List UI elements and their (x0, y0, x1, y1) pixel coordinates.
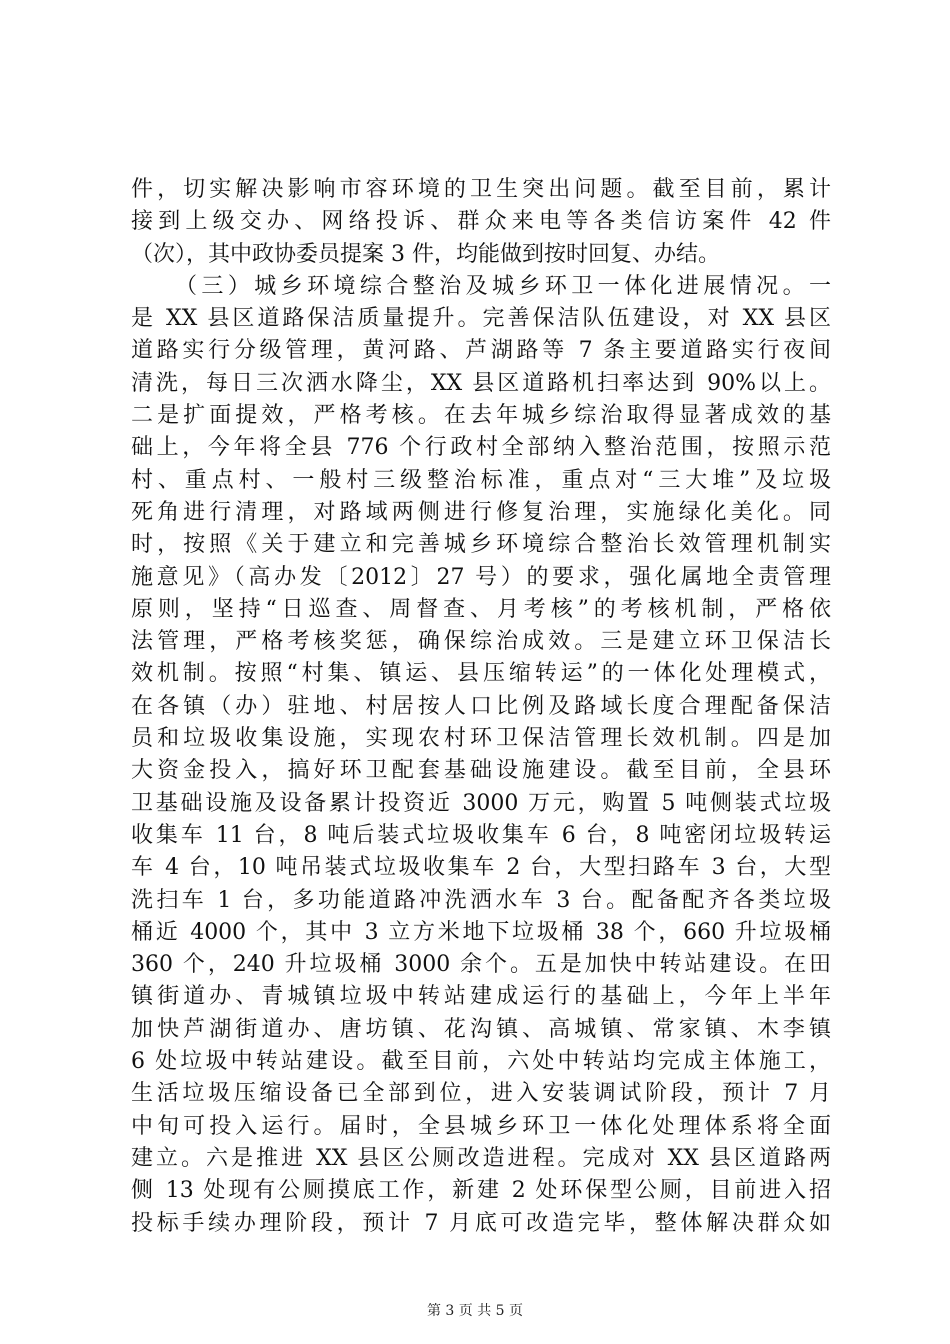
text-line: 桶近 4000 个，其中 3 立方米地下垃圾桶 38 个，660 升垃圾桶 (131, 919, 831, 945)
text-line: 是 XX 县区道路保洁质量提升。完善保洁队伍建设，对 XX 县区 (131, 306, 831, 332)
text-line: 建立。六是推进 XX 县区公厕改造进程。完成对 XX 县区道路两 (131, 1145, 831, 1171)
text-line: 在各镇（办）驻地、村居按人口比例及路域长度合理配备保洁 (131, 693, 831, 719)
text-line: 360 个，240 升垃圾桶 3000 余个。五是加快中转站建设。在田 (131, 952, 831, 978)
text-line: 中旬可投入运行。届时，全县城乡环卫一体化处理体系将全面 (131, 1113, 831, 1139)
text-line: 投标手续办理阶段，预计 7 月底可改造完毕，整体解决群众如 (131, 1210, 831, 1236)
text-line: 洗扫车 1 台，多功能道路冲洗洒水车 3 台。配备配齐各类垃圾 (131, 887, 831, 913)
text-line: 施意见》（高办发〔2012〕27 号）的要求，强化属地全责管理 (131, 564, 831, 590)
text-line: 加快芦湖街道办、唐坊镇、花沟镇、高城镇、常家镇、木李镇 (131, 1016, 831, 1042)
text-line: 件，切实解决影响市容环境的卫生突出问题。截至目前，累计 (131, 177, 831, 202)
text-line: 接到上级交办、网络投诉、群众来电等各类信访案件 42 件 (131, 209, 831, 235)
text-line: 村、重点村、一般村三级整治标准，重点对“三大堆”及垃圾 (131, 467, 831, 493)
text-line: 车 4 台，10 吨吊装式垃圾收集车 2 台，大型扫路车 3 台，大型 (131, 855, 831, 881)
document-body (131, 174, 831, 1240)
text-line: 6 处垃圾中转站建设。截至目前，六处中转站均完成主体施工， (131, 1049, 831, 1075)
text-line: 镇街道办、青城镇垃圾中转站建成运行的基础上，今年上半年 (131, 984, 831, 1010)
text-line: 础上，今年将全县 776 个行政村全部纳入整治范围，按照示范 (131, 435, 831, 461)
text-line: 卫基础设施及设备累计投资近 3000 万元，购置 5 吨侧装式垃圾 (131, 790, 831, 816)
text-line: 员和垃圾收集设施，实现农村环卫保洁管理长效机制。四是加 (131, 726, 831, 752)
text-line: 道路实行分级管理，黄河路、芦湖路等 7 条主要道路实行夜间 (131, 338, 831, 364)
text-line: 时，按照《关于建立和完善城乡环境综合整治长效管理机制实 (131, 532, 831, 558)
page-number-footer: 第 3 页 共 5 页 (426, 1303, 524, 1319)
text-line: 法管理，严格考核奖惩，确保综治成效。三是建立环卫保洁长 (131, 629, 831, 655)
section-heading-line: （三）城乡环境综合整治及城乡环卫一体化进展情况。一 (175, 273, 831, 299)
text-line: （次），其中政协委员提案 3 件，均能做到按时回复、办结。 (131, 241, 720, 267)
text-line: 死角进行清理，对路域两侧进行修复治理，实施绿化美化。同 (131, 499, 831, 525)
text-line: 二是扩面提效，严格考核。在去年城乡综治取得显著成效的基 (131, 403, 831, 429)
text-line: 收集车 11 台，8 吨后装式垃圾收集车 6 台，8 吨密闭垃圾转运 (131, 822, 831, 848)
text-line: 清洗，每日三次洒水降尘，XX 县区道路机扫率达到 90%以上。 (131, 370, 831, 396)
text-line: 生活垃圾压缩设备已全部到位，进入安装调试阶段，预计 7 月 (131, 1081, 831, 1107)
text-line: 原则，坚持“日巡查、周督查、月考核”的考核机制，严格依 (131, 596, 831, 622)
text-line: 效机制。按照“村集、镇运、县压缩转运”的一体化处理模式， (131, 661, 831, 687)
text-line: 侧 13 处现有公厕摸底工作，新建 2 处环保型公厕，目前进入招 (131, 1178, 831, 1204)
text-line: 大资金投入，搞好环卫配套基础设施建设。截至目前，全县环 (131, 758, 831, 784)
